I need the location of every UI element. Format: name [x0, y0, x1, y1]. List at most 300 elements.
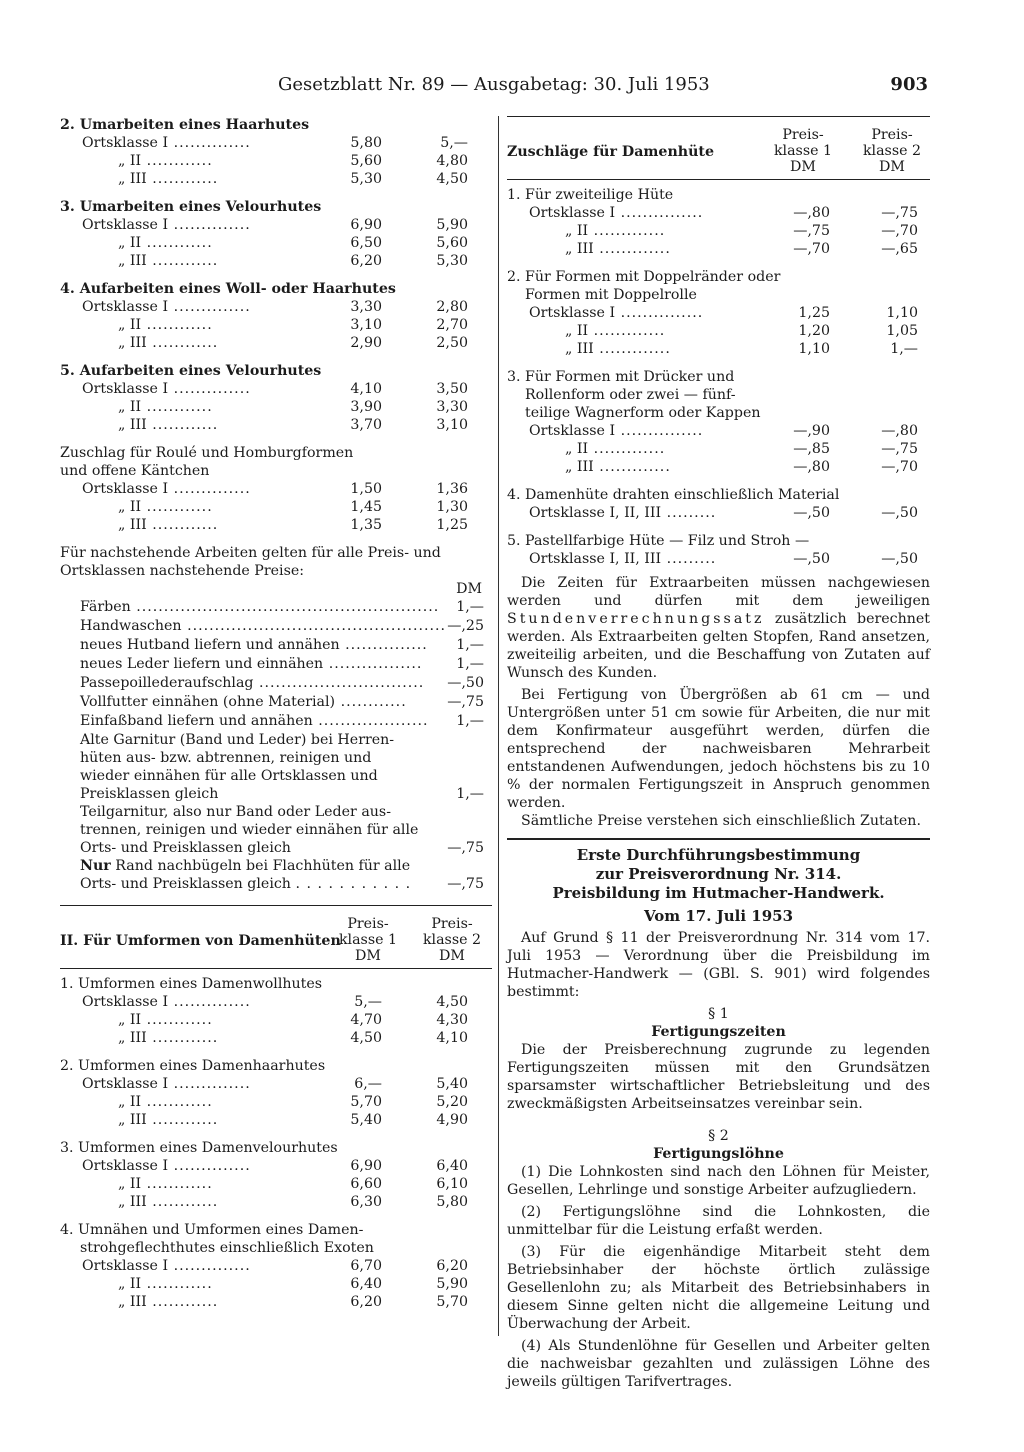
section1-text: Die der Preisberechnung zugrunde zu legenden Fertigungszeiten müssen mit den Grundsätzen sparsamster wirtschaftlicher Betriebsleitung und des zweckmäßigsten Arbeitseinsatzes vereinbar sein. [507, 1042, 930, 1112]
value-class-1: 3,90 [350, 399, 382, 415]
table2-body [60, 975, 492, 1321]
teil-value: —,75 [447, 840, 484, 856]
leader-dots: ............ [141, 1176, 213, 1192]
price-section [60, 1139, 492, 1211]
value-class-2: 5,90 [436, 1276, 468, 1292]
flat-item-label [80, 693, 407, 711]
teil-line: Orts- und Preisklassen gleich [80, 840, 291, 856]
row-label-text: Ortsklasse I, II, III [529, 551, 662, 567]
value-class-2: 4,30 [436, 1012, 468, 1028]
rtable-body [507, 186, 930, 568]
column-divider [498, 116, 499, 1336]
row-label [118, 170, 218, 188]
row-label-text: Ortsklasse I [82, 994, 169, 1010]
row-label [118, 1175, 213, 1193]
row-label-text: Ortsklasse I, II, III [529, 505, 662, 521]
page-number: 903 [890, 74, 928, 95]
row-label [82, 134, 251, 152]
decree-date: Vom 17. Juli 1953 [643, 907, 794, 925]
row-label [118, 1111, 218, 1129]
rtable-title: Zuschläge für Damenhüte [507, 144, 714, 160]
price-row [60, 1293, 492, 1311]
value-class-1: 6,60 [350, 1176, 382, 1192]
leader-dots: ......... [661, 551, 717, 567]
row-label [118, 1293, 218, 1311]
prices-inclusive-paragraph: Sämtliche Preise verstehen sich einschließlich Zutaten. [521, 813, 921, 829]
leader-dots: ............ [141, 153, 213, 169]
row-label-text: „ III [118, 417, 147, 433]
garnitur-text [80, 731, 492, 803]
flat-item-label [80, 636, 428, 654]
value-class-2: —,70 [881, 223, 918, 239]
value-class-2: 1,30 [436, 499, 468, 515]
row-label-text: „ II [118, 1012, 142, 1028]
leader-dots: .............. [168, 1158, 251, 1174]
value-class-2: 6,40 [436, 1158, 468, 1174]
spacer [60, 188, 492, 198]
garnitur-line: Alte Garnitur (Band und Leder) bei Herren- [80, 732, 395, 748]
leader-dots: ............ [146, 171, 219, 187]
spacer [60, 434, 492, 444]
flat-dm-label: DM [456, 581, 482, 597]
value-class-2: 4,50 [436, 171, 468, 187]
section2-item: (1) Die Lohnkosten sind nach den Löhnen für Meister, Gesellen, Lehrlinge und sonstige Arbeiter aufzugliedern. [507, 1164, 930, 1198]
value-class-2: 5,90 [436, 217, 468, 233]
section2-number: § 2 [708, 1128, 729, 1144]
rtable-s5-title: 5. Pastellfarbige Hüte — Filz und Stroh — [507, 533, 810, 549]
flat-price-list [60, 598, 492, 731]
price-row [507, 204, 930, 222]
row-label [82, 298, 251, 316]
flat-intro-line2: Ortsklassen nachstehende Preise: [60, 563, 305, 579]
row-label-text: „ II [118, 499, 142, 515]
row-label [529, 304, 703, 322]
leader-dots: ............ [335, 694, 407, 710]
leader-dots: ............ [141, 235, 213, 251]
value-class-1: —,50 [793, 505, 830, 521]
leader-dots: .............. [168, 1076, 251, 1092]
leader-dots: ............ [146, 1112, 219, 1128]
row-label [565, 340, 671, 358]
value-class-2: 4,90 [436, 1112, 468, 1128]
value-class-2: 4,80 [436, 153, 468, 169]
row-label-text: „ II [565, 323, 589, 339]
value-class-1: 6,— [354, 1076, 382, 1092]
value-class-1: 5,40 [350, 1112, 382, 1128]
flat-item-label [80, 617, 446, 635]
spacer [60, 270, 492, 280]
price-row [507, 458, 930, 476]
row-label [118, 516, 218, 534]
flat-item-label [80, 598, 439, 616]
leader-dots: .............. [168, 1258, 251, 1274]
flat-item-value: 1,— [456, 637, 484, 653]
row-label-text: „ III [118, 1194, 147, 1210]
leader-dots: .............. [168, 299, 251, 315]
value-class-2: 2,70 [436, 317, 468, 333]
price-row [60, 1257, 492, 1275]
price-row [507, 440, 930, 458]
row-label-text: Ortsklasse I [82, 1158, 169, 1174]
row-label [82, 216, 251, 234]
price-row [60, 216, 492, 234]
leader-dots: ............ [141, 1276, 213, 1292]
value-class-2: 5,60 [436, 235, 468, 251]
row-label-text: „ III [118, 1294, 147, 1310]
flat-item-value: 1,— [456, 599, 484, 615]
section1-number: § 1 [708, 1006, 729, 1022]
row-label-text: „ III [118, 517, 147, 533]
price-row [507, 222, 930, 240]
spacer [60, 1211, 492, 1221]
garnitur-line: hüten aus- bzw. abtrennen, reinigen und [80, 750, 372, 766]
price-row [60, 1029, 492, 1047]
price-row [60, 516, 492, 534]
row-label [82, 1075, 251, 1093]
price-row [507, 240, 930, 258]
row-label-text: „ II [565, 223, 589, 239]
row-label-text: Ortsklasse I [529, 423, 616, 439]
section2-item: (2) Fertigungslöhne sind die Lohnkosten, die unmittelbar für die Leistung erfaßt werden. [507, 1204, 930, 1238]
value-class-1: 1,25 [798, 305, 830, 321]
zuschlag-section [60, 444, 492, 534]
flat-price-item [60, 617, 492, 636]
price-row [507, 322, 930, 340]
zuschlag-title-line1: Zuschlag für Roulé und Homburgformen [60, 445, 354, 461]
value-class-1: 1,20 [798, 323, 830, 339]
row-label-text: Ortsklasse I [82, 1076, 169, 1092]
value-class-1: 4,70 [350, 1012, 382, 1028]
garnitur-value: 1,— [456, 786, 484, 802]
value-class-2: 1,10 [886, 305, 918, 321]
section1-title: Fertigungszeiten [651, 1024, 786, 1040]
row-label-text: „ III [118, 335, 147, 351]
flat-item-value: 1,— [456, 656, 484, 672]
value-class-2: —,50 [881, 551, 918, 567]
value-class-1: 6,20 [350, 253, 382, 269]
flat-item-value: —,25 [447, 618, 484, 634]
flat-item-value: 1,— [456, 713, 484, 729]
zuschlag-rows [60, 480, 492, 534]
row-label-text: „ II [565, 441, 589, 457]
leader-dots: ............ [141, 499, 213, 515]
leader-dots: ............ [146, 517, 219, 533]
price-row [60, 1111, 492, 1129]
row-label-text: „ II [118, 1176, 142, 1192]
teil-line: trennen, reinigen und wieder einnähen für alle [80, 822, 419, 838]
price-section [60, 198, 492, 270]
row-label [82, 380, 251, 398]
row-label-text: „ II [118, 317, 142, 333]
row-label [118, 252, 218, 270]
row-label [118, 1275, 213, 1293]
table2-header [60, 912, 492, 968]
row-label-text: „ II [118, 399, 142, 415]
teil-text [80, 803, 492, 857]
leader-dots: ............ [146, 1194, 219, 1210]
price-row [60, 1193, 492, 1211]
section-title: 3. Umarbeiten eines Velourhutes [60, 199, 322, 215]
row-label [529, 504, 716, 522]
row-label [118, 1093, 213, 1111]
leader-dots: ............. [588, 441, 666, 457]
row-label [118, 234, 213, 252]
price-row [60, 134, 492, 152]
leader-dots: ............. [593, 459, 671, 475]
leader-dots: .............. [168, 135, 251, 151]
value-class-1: 5,30 [350, 171, 382, 187]
value-class-1: 6,50 [350, 235, 382, 251]
garnitur-block [60, 731, 492, 803]
flat-intro-line1: Für nachstehende Arbeiten gelten für alle Preis- und [60, 545, 441, 561]
leader-dots: ............. [588, 323, 666, 339]
row-label [118, 398, 213, 416]
rtable-s2-title2: Formen mit Doppelrolle [525, 287, 697, 303]
row-label [118, 152, 213, 170]
row-label [118, 1029, 218, 1047]
table2-col1-header: Preis- klasse 1 DM [338, 916, 398, 964]
value-class-2: —,70 [881, 459, 918, 475]
rtable-s2-title: 2. Für Formen mit Doppelränder oder [507, 269, 781, 285]
price-row [60, 380, 492, 398]
row-label [565, 458, 671, 476]
zuschlag-title-line2: und offene Käntchen [60, 463, 210, 479]
row-label-text: Ortsklasse I [529, 305, 616, 321]
row-label-text: Ortsklasse I [82, 217, 169, 233]
leader-dots: ............ [146, 253, 219, 269]
price-row [60, 316, 492, 334]
row-label-text: Ortsklasse I [82, 1258, 169, 1274]
value-class-1: 5,60 [350, 153, 382, 169]
header-title: Gesetzblatt Nr. 89 — Ausgabetag: 30. Juli 1953 [278, 74, 710, 95]
leader-dots: ............. [593, 341, 671, 357]
value-class-2: 2,80 [436, 299, 468, 315]
rtable-s3-title: 3. Für Formen mit Drücker und [507, 369, 735, 385]
flat-item-text: neues Hutband liefern und annähen [80, 637, 340, 653]
leader-dots: .............. [168, 381, 251, 397]
row-label-text: Ortsklasse I [529, 205, 616, 221]
row-label [82, 1157, 251, 1175]
value-class-2: 3,10 [436, 417, 468, 433]
price-row [507, 550, 930, 568]
price-section [60, 280, 492, 352]
row-label [565, 322, 665, 340]
price-row [507, 504, 930, 522]
value-class-1: —,80 [793, 459, 830, 475]
section2-items [507, 1163, 930, 1391]
leader-dots: ............... [615, 423, 704, 439]
rtable-col1-header: Preis- klasse 1 DM [773, 127, 833, 175]
price-section [60, 362, 492, 434]
row-label [529, 550, 716, 568]
leader-dots: .............. [168, 994, 251, 1010]
row-label-text: Ortsklasse I [82, 481, 169, 497]
flat-item-value: —,50 [447, 675, 484, 691]
spacer [60, 1047, 492, 1057]
price-row [60, 416, 492, 434]
row-label [118, 334, 218, 352]
value-class-2: —,75 [881, 205, 918, 221]
value-class-1: 1,10 [798, 341, 830, 357]
row-label-text: „ III [118, 253, 147, 269]
leader-dots: ............... [339, 637, 428, 653]
teil-line: Teilgarnitur, also nur Band oder Leder aus- [80, 804, 391, 820]
price-section [60, 975, 492, 1047]
row-label [118, 416, 218, 434]
leader-dots: ............ [141, 317, 213, 333]
value-class-1: 4,50 [350, 1030, 382, 1046]
row-label [529, 422, 703, 440]
value-class-1: 6,30 [350, 1194, 382, 1210]
oversize-paragraph: Bei Fertigung von Übergrößen ab 61 cm — und Untergrößen unter 51 cm sowie für Arbeiten, die nur mit dem Konfirmateur ausgeführt werden, dürfen die entsprechend der nachweisbaren Mehrarbeit entstandenen Aufwendungen, jedoch höchstens bis zu 10 % der normalen Fertigungszeit in Anspruch genommen werden. [507, 687, 930, 811]
value-class-2: —,80 [881, 423, 918, 439]
flat-price-item [60, 655, 492, 674]
row-label-text: „ II [118, 153, 142, 169]
rtable-s3-title2: Rollenform oder zwei — fünf- [525, 387, 736, 403]
row-label-text: „ II [118, 1094, 142, 1110]
value-class-2: 5,40 [436, 1076, 468, 1092]
rtable-s4-row [507, 504, 930, 522]
rtable-s1-title: 1. Für zweiteilige Hüte [507, 187, 674, 203]
value-class-2: —,75 [881, 441, 918, 457]
garnitur-line: wieder einnähen für alle Ortsklassen und [80, 768, 378, 784]
leader-dots: ................. [323, 656, 423, 672]
price-row [60, 1275, 492, 1293]
value-class-1: —,70 [793, 241, 830, 257]
leader-dots: ............... [615, 205, 704, 221]
row-label [118, 498, 213, 516]
rand-block: Nur Rand nachbügeln bei Flachhüten für alle Orts- und Preisklassen gleich . . . . . . . . . . . —,75 [80, 858, 484, 892]
garnitur-line: Preisklassen gleich [80, 786, 219, 802]
leader-dots: .................... [312, 713, 429, 729]
row-label [82, 1257, 251, 1275]
leader-dots: ............. [588, 223, 666, 239]
value-class-2: 5,— [440, 135, 468, 151]
rtable-s3-title3: teilige Wagnerform oder Kappen [525, 405, 761, 421]
price-row [507, 304, 930, 322]
price-section [60, 1221, 492, 1311]
value-class-2: 1,— [890, 341, 918, 357]
page-header [250, 74, 940, 100]
row-label [118, 1193, 218, 1211]
flat-item-text: Passepoillederaufschlag [80, 675, 254, 691]
rand-line1: Rand nachbügeln bei Flachhüten für alle [115, 858, 411, 874]
section-title: 4. Umnähen und Umformen eines Damen- [60, 1222, 364, 1238]
row-label-text: „ III [118, 1030, 147, 1046]
value-class-1: 6,70 [350, 1258, 382, 1274]
value-class-2: 5,20 [436, 1094, 468, 1110]
value-class-1: 6,90 [350, 1158, 382, 1174]
row-label [82, 993, 251, 1011]
section-title: 1. Umformen eines Damenwollhutes [60, 976, 323, 992]
leader-dots: ............. [593, 241, 671, 257]
section-title: 2. Umformen eines Damenhaarhutes [60, 1058, 326, 1074]
price-row [60, 234, 492, 252]
value-class-2: 5,80 [436, 1194, 468, 1210]
leader-dots: ............ [146, 1294, 219, 1310]
price-row [60, 498, 492, 516]
row-label-text: „ III [565, 241, 594, 257]
table2-title: II. Für Umformen von Damenhüten [60, 933, 341, 949]
left-column [60, 116, 492, 1321]
leader-dots: ............ [141, 1094, 213, 1110]
section-title: 3. Umformen eines Damenvelourhutes [60, 1140, 338, 1156]
price-row [60, 993, 492, 1011]
price-row [60, 252, 492, 270]
leader-dots: ............ [141, 399, 213, 415]
leader-dots: ....................................................... [130, 599, 440, 615]
value-class-1: 1,45 [350, 499, 382, 515]
price-row [60, 1075, 492, 1093]
rtable-s3-rows [507, 422, 930, 476]
price-row [60, 334, 492, 352]
rtable-header [507, 123, 930, 179]
flat-item-label [80, 712, 428, 730]
price-row [60, 1093, 492, 1111]
flat-item-text: Färben [80, 599, 131, 615]
rtable-col2-header: Preis- klasse 2 DM [862, 127, 922, 175]
price-section [60, 116, 492, 188]
row-label [529, 204, 703, 222]
price-row [507, 340, 930, 358]
right-column [507, 116, 930, 1395]
price-row [507, 422, 930, 440]
value-class-1: —,50 [793, 551, 830, 567]
value-class-2: 4,50 [436, 994, 468, 1010]
flat-item-value: —,75 [447, 694, 484, 710]
value-class-1: —,90 [793, 423, 830, 439]
row-label [565, 440, 665, 458]
value-class-2: 3,50 [436, 381, 468, 397]
section-title: 5. Aufarbeiten eines Velourhutes [60, 363, 322, 379]
flat-price-item [60, 598, 492, 617]
price-row [60, 398, 492, 416]
section-title: 4. Aufarbeiten eines Woll- oder Haarhutes [60, 281, 396, 297]
row-label-text: „ II [118, 235, 142, 251]
price-row [60, 152, 492, 170]
value-class-1: 6,20 [350, 1294, 382, 1310]
row-label-text: „ II [118, 1276, 142, 1292]
rand-value: —,75 [447, 876, 484, 892]
section2-item: (3) Für die eigenhändige Mitarbeit steht dem Betriebsinhaber der höchste örtlich zulässige Gesellenlohn zu; als Mitarbeit des Betriebsinhabers in diesem Sinne gelten nicht die allgemeine Leitung und Überwachung der Arbeit. [507, 1244, 930, 1332]
teil-block [60, 803, 492, 857]
value-class-2: 3,30 [436, 399, 468, 415]
flat-item-text: Einfaßband liefern und annähen [80, 713, 313, 729]
section-title: 2. Umarbeiten eines Haarhutes [60, 117, 310, 133]
value-class-1: 4,10 [350, 381, 382, 397]
rand-bold: Nur [80, 858, 111, 874]
value-class-1: —,75 [793, 223, 830, 239]
value-class-2: 1,36 [436, 481, 468, 497]
section2-title: Fertigungslöhne [653, 1146, 784, 1162]
leader-dots: ............ [146, 417, 219, 433]
decree-intro: Auf Grund § 11 der Preisverordnung Nr. 314 vom 17. Juli 1953 — Verordnung über die Preisbildung im Hutmacher-Handwerk — (GBl. S. 901) wird folgendes bestimmt: [507, 930, 930, 1000]
rtable-s4-title: 4. Damenhüte drahten einschließlich Material [507, 487, 840, 503]
value-class-1: —,85 [793, 441, 830, 457]
section-title-2: strohgeflechthutes einschließlich Exoten [80, 1240, 374, 1256]
value-class-1: 1,50 [350, 481, 382, 497]
value-class-1: —,80 [793, 205, 830, 221]
leader-dots: .............. [168, 481, 251, 497]
value-class-1: 6,90 [350, 217, 382, 233]
leader-dots: ......... [661, 505, 717, 521]
flat-price-item [60, 636, 492, 655]
price-row [60, 170, 492, 188]
spacer [60, 352, 492, 362]
extra-work-paragraph: Die Zeiten für Extraarbeiten müssen nachgewiesen werden und dürfen mit dem jeweiligen Stundenverrechnungssatz zusätzlich berechnet werden. Als Extraarbeiten gelten Stopfen, Rand ansetzen, zweiteilig arbeiten, und die Beschaffung von Zutaten auf Wunsch des Kunden. [507, 575, 930, 681]
price-row [60, 298, 492, 316]
price-row [60, 480, 492, 498]
